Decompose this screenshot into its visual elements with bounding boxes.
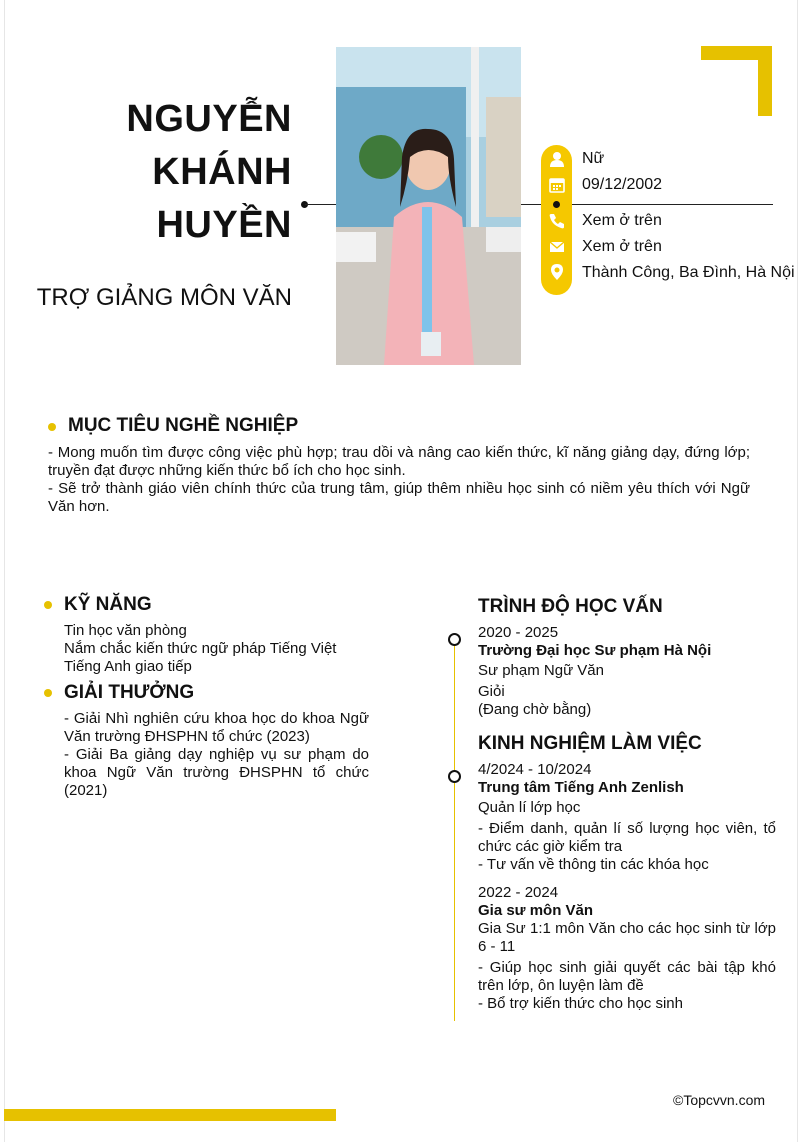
- contact-divider-dot: [553, 201, 560, 208]
- objective-bullet: [48, 423, 56, 431]
- objective-line-2: - Sẽ trở thành giáo viên chính thức của trung tâm, giúp thêm nhiều học sinh có niềm yêu thích với Ngữ Văn hơn.: [48, 480, 750, 515]
- footer-credit: ©Topcvvn.com: [673, 1092, 766, 1108]
- timeline-dot-education: [448, 633, 461, 646]
- timeline-dot-experience: [448, 770, 461, 783]
- corner-accent: [701, 46, 772, 116]
- experience-title: KINH NGHIỆM LÀM VIỆC: [478, 733, 702, 754]
- job-1-company: Trung tâm Tiếng Anh Zenlish: [478, 779, 684, 796]
- education-note: (Đang chờ bằng): [478, 701, 592, 718]
- phone-value: Xem ở trên: [582, 212, 662, 229]
- address-value: Thành Công, Ba Đình, Hà Nội: [582, 264, 795, 281]
- job-1-duty-1: - Điểm danh, quản lí số lượng học viên, tổ chức các giờ kiểm tra: [478, 820, 776, 855]
- job-2-duty-2: - Bổ trợ kiến thức cho học sinh: [478, 995, 683, 1012]
- job-2-company: Gia sư môn Văn: [478, 902, 594, 919]
- skill-item-3: Tiếng Anh giao tiếp: [64, 658, 192, 675]
- email-value: Xem ở trên: [582, 238, 662, 255]
- education-title: TRÌNH ĐỘ HỌC VẤN: [478, 596, 663, 617]
- job-2-period: 2022 - 2024: [478, 884, 559, 901]
- objective-title: MỤC TIÊU NGHỀ NGHIỆP: [68, 415, 299, 436]
- education-period: 2020 - 2025: [478, 624, 559, 641]
- timeline-line: [454, 641, 455, 1021]
- award-item-1: - Giải Nhì nghiên cứu khoa học do khoa Ngữ Văn trường ĐHSPHN tổ chức (2023): [64, 710, 369, 745]
- skill-item-1: Tin học văn phòng: [64, 622, 187, 639]
- bottom-accent-bar: [4, 1109, 336, 1121]
- job-1-role: Quản lí lớp học: [478, 799, 581, 816]
- job-title: TRỢ GIẢNG MÔN VĂN: [36, 284, 292, 311]
- awards-bullet: [44, 689, 52, 697]
- profile-photo: [336, 47, 521, 365]
- calendar-icon: [548, 176, 566, 194]
- objective-line-1: - Mong muốn tìm được công việc phù hợp; trau dồi và nâng cao kiến thức, kĩ năng giảng dạy, đứng lớp; truyền đạt được những kiến thức bổ ích cho học sinh.: [48, 444, 750, 479]
- name-line-1: NGUYỄN: [126, 98, 292, 140]
- job-2-duty-1: - Giúp học sinh giải quyết các bài tập khó trên lớp, ôn luyện làm đề: [478, 959, 776, 994]
- job-2-role: Gia Sư 1:1 môn Văn cho các học sinh từ lớp 6 - 11: [478, 920, 776, 955]
- job-1-period: 4/2024 - 10/2024: [478, 761, 592, 778]
- location-icon: [548, 263, 566, 281]
- education-major: Sư phạm Ngữ Văn: [478, 662, 604, 679]
- phone-icon: [548, 212, 566, 230]
- education-school: Trường Đại học Sư phạm Hà Nội: [478, 642, 712, 659]
- education-grade: Giỏi: [478, 683, 505, 700]
- gender-value: Nữ: [582, 150, 605, 167]
- name-line-3: HUYỀN: [156, 204, 292, 246]
- awards-title: GIẢI THƯỞNG: [64, 682, 195, 703]
- name-line-2: KHÁNH: [152, 151, 292, 193]
- email-icon: [548, 238, 566, 256]
- connector-line-left: [305, 204, 336, 205]
- birthday-value: 09/12/2002: [582, 176, 663, 193]
- skills-bullet: [44, 601, 52, 609]
- job-1-duty-2: - Tư vấn về thông tin các khóa học: [478, 856, 709, 873]
- skill-item-2: Nắm chắc kiến thức ngữ pháp Tiếng Việt: [64, 640, 337, 657]
- skills-title: KỸ NĂNG: [64, 594, 152, 615]
- award-item-2: - Giải Ba giảng dạy nghiệp vụ sư phạm do khoa Ngữ Văn trường ĐHSPHN tổ chức (2021): [64, 746, 369, 799]
- user-icon: [548, 150, 566, 168]
